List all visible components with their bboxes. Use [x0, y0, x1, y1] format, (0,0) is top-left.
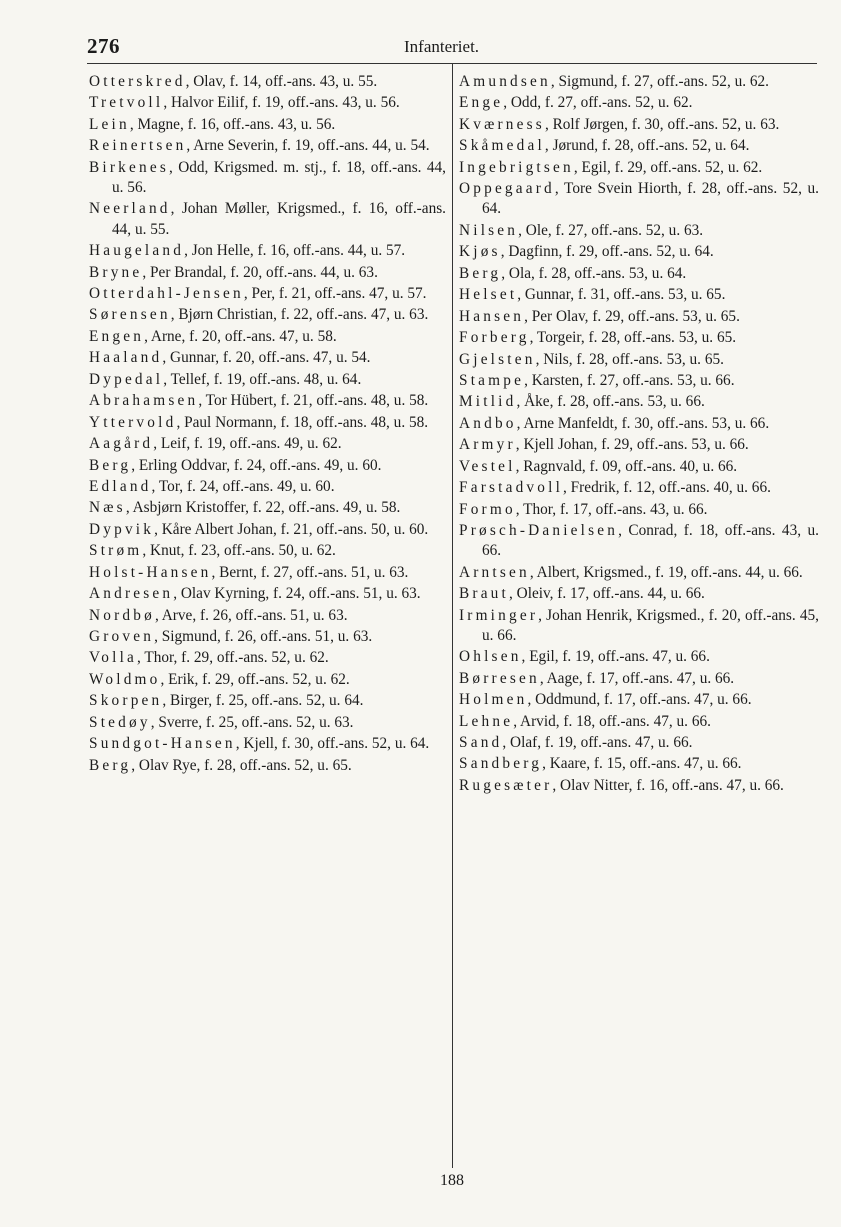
entry-surname: Andresen [89, 585, 174, 603]
entry-surname: Volla [89, 649, 138, 667]
register-entry [459, 158, 819, 178]
entry-surname: Abrahamsen [89, 392, 199, 410]
register-entry [459, 414, 819, 434]
entry-surname: Braut [459, 585, 509, 603]
left-column [89, 72, 446, 777]
entry-details: , Halvor Eilif, f. 19, off.-ans. 43, u. 56. [163, 94, 400, 112]
register-entry [459, 712, 819, 732]
entry-surname: Lein [89, 115, 130, 133]
register-entry [459, 179, 819, 220]
entry-surname: Strøm [89, 542, 143, 560]
entry-surname: Reinertsen [89, 137, 187, 155]
register-entry [459, 669, 819, 689]
entry-details: , Kjell Johan, f. 29, off.-ans. 53, u. 66. [515, 436, 749, 454]
entry-surname: Edland [89, 477, 152, 495]
column-divider [452, 64, 453, 1168]
register-entry [459, 435, 819, 455]
entry-surname: Kjøs [459, 243, 501, 261]
entry-surname: Forberg [459, 329, 530, 347]
register-entry [89, 136, 446, 156]
entry-details: , Birger, f. 25, off.-ans. 52, u. 64. [162, 692, 364, 710]
entry-surname: Nilsen [459, 221, 519, 239]
register-entry [459, 371, 819, 391]
entry-surname: Sundgot-Hansen [89, 735, 236, 753]
entry-surname: Armyr [459, 436, 516, 454]
register-entry [459, 328, 819, 348]
register-entry [459, 521, 819, 562]
register-entry [89, 563, 446, 583]
register-entry [89, 72, 446, 92]
entry-details: , Kåre Albert Johan, f. 21, off.-ans. 50, u. 60. [154, 520, 429, 538]
register-entry [459, 93, 819, 113]
register-entry [459, 563, 819, 583]
entry-surname: Mitlid [459, 393, 517, 411]
entry-details: , Olav, f. 14, off.-ans. 43, u. 55. [185, 73, 378, 90]
entry-details: , Magne, f. 16, off.-ans. 43, u. 56. [129, 115, 336, 133]
register-entry [459, 350, 819, 370]
register-entry [459, 606, 819, 647]
entry-details: , Dagfinn, f. 29, off.-ans. 52, u. 64. [500, 243, 714, 261]
register-entry [89, 391, 446, 411]
register-entry [89, 241, 446, 261]
entry-surname: Skorpen [89, 692, 163, 710]
register-entry [89, 713, 446, 733]
entry-details: , Leif, f. 19, off.-ans. 49, u. 62. [153, 435, 342, 453]
entry-details: , Olav Nitter, f. 16, off.-ans. 47, u. 66. [552, 776, 784, 794]
entry-details: , Johan Møller, Krigsmed., f. 16, off.-ans. 44, u. 55. [112, 200, 446, 238]
register-entry [459, 115, 819, 135]
entry-surname: Berg [89, 756, 132, 774]
register-entry [89, 584, 446, 604]
entry-surname: Haugeland [89, 242, 185, 260]
register-entry [89, 348, 446, 368]
entry-surname: Dypvik [89, 520, 155, 538]
entry-details: , Egil, f. 29, off.-ans. 52, u. 62. [573, 158, 763, 176]
entry-details: , Bjørn Christian, f. 22, off.-ans. 47, u. 63. [170, 306, 429, 324]
register-entry [89, 434, 446, 454]
entry-details: , Odd, f. 27, off.-ans. 52, u. 62. [503, 94, 693, 112]
register-entry [89, 327, 446, 347]
entry-details: , Arne Manfeldt, f. 30, off.-ans. 53, u. 66. [516, 414, 770, 432]
entry-surname: Sandberg [459, 755, 543, 773]
register-entry [459, 72, 819, 92]
entry-surname: Stedøy [89, 713, 151, 731]
register-entry [459, 307, 819, 327]
entry-details: , Per Olav, f. 29, off.-ans. 53, u. 65. [524, 307, 740, 325]
entry-surname: Bryne [89, 263, 143, 281]
register-entry [459, 242, 819, 262]
register-entry [459, 285, 819, 305]
entry-details: , Arne Severin, f. 19, off.-ans. 44, u. 54. [186, 137, 430, 155]
entry-surname: Stampe [459, 371, 525, 389]
entry-details: , Arve, f. 26, off.-ans. 51, u. 63. [154, 606, 348, 624]
entry-details: , Nils, f. 28, off.-ans. 53, u. 65. [535, 350, 724, 368]
entry-details: , Ole, f. 27, off.-ans. 52, u. 63. [518, 221, 704, 239]
register-entry [459, 500, 819, 520]
entry-surname: Ingebrigtsen [459, 158, 574, 176]
register-entry [89, 477, 446, 497]
register-entry [89, 691, 446, 711]
entry-details: , Erling Oddvar, f. 24, off.-ans. 49, u. 60. [131, 456, 382, 474]
entry-details: , Sigmund, f. 26, off.-ans. 51, u. 63. [154, 628, 373, 645]
entry-surname: Otterskred [89, 73, 186, 90]
footer-folio: 188 [440, 1172, 464, 1189]
entry-details: , Gunnar, f. 20, off.-ans. 47, u. 54. [162, 349, 371, 367]
register-entry [89, 284, 446, 304]
entry-details: , Paul Normann, f. 18, off.-ans. 48, u. 58. [176, 413, 429, 431]
entry-surname: Helset [459, 286, 518, 304]
register-entry [89, 670, 446, 690]
register-entry [89, 606, 446, 626]
entry-surname: Holst-Hansen [89, 563, 212, 581]
register-entry [89, 541, 446, 561]
register-entry [89, 456, 446, 476]
entry-details: , Sverre, f. 25, off.-ans. 52, u. 63. [150, 713, 354, 731]
entry-surname: Tretvoll [89, 94, 164, 112]
entry-surname: Yttervold [89, 413, 177, 431]
right-column [459, 72, 819, 797]
entry-surname: Gjelsten [459, 350, 536, 368]
entry-surname: Groven [89, 628, 155, 645]
entry-details: , Jon Helle, f. 16, off.-ans. 44, u. 57. [184, 242, 406, 260]
entry-surname: Berg [89, 456, 132, 474]
entry-details: , Per Brandal, f. 20, off.-ans. 44, u. 63. [142, 263, 378, 281]
entry-surname: Ohlsen [459, 648, 522, 666]
register-entry [89, 263, 446, 283]
entry-details: , Åke, f. 28, off.-ans. 53, u. 66. [516, 393, 705, 411]
entry-surname: Berg [459, 264, 502, 282]
entry-surname: Skåmedal [459, 137, 545, 155]
entry-surname: Sand [459, 734, 503, 751]
entry-surname: Haaland [89, 349, 163, 367]
entry-surname: Holmen [459, 691, 528, 709]
entry-details: , Tore Svein Hiorth, f. 28, off.-ans. 52, u. 64. [482, 180, 819, 218]
entry-surname: Dypedal [89, 370, 164, 388]
register-entry [89, 115, 446, 135]
entry-details: , Karsten, f. 27, off.-ans. 53, u. 66. [524, 371, 735, 389]
entry-surname: Amundsen [459, 73, 551, 90]
entry-details: , Thor, f. 29, off.-ans. 52, u. 62. [137, 649, 329, 667]
register-entry [89, 734, 446, 754]
entry-surname: Børresen [459, 669, 540, 687]
entry-details: , Egil, f. 19, off.-ans. 47, u. 66. [521, 648, 710, 666]
register-entry [459, 647, 819, 667]
entry-details: , Odd, Krigsmed. m. stj., f. 18, off.-ans. 44, u. 56. [112, 158, 446, 196]
entry-details: , Aage, f. 17, off.-ans. 47, u. 66. [539, 669, 735, 687]
entry-details: , Olav Rye, f. 28, off.-ans. 52, u. 65. [131, 756, 352, 774]
entry-details: , Asbjørn Kristoffer, f. 22, off.-ans. 49, u. 58. [125, 499, 401, 517]
register-entry [89, 498, 446, 518]
entry-details: , Ragnvald, f. 09, off.-ans. 40, u. 66. [515, 457, 738, 475]
running-title: Infanteriet. [404, 37, 480, 56]
entry-details: , Erik, f. 29, off.-ans. 52, u. 62. [160, 670, 350, 688]
entry-surname: Enge [459, 94, 504, 112]
entry-details: , Kaare, f. 15, off.-ans. 47, u. 66. [542, 755, 742, 773]
entry-surname: Neerland [89, 200, 171, 218]
register-entry [459, 478, 819, 498]
register-entry [89, 158, 446, 199]
entry-surname: Andbo [459, 414, 517, 432]
register-entry [89, 370, 446, 390]
entry-details: , Rolf Jørgen, f. 30, off.-ans. 52, u. 63. [544, 115, 780, 133]
entry-details: , Kjell, f. 30, off.-ans. 52, u. 64. [235, 735, 430, 753]
entry-details: , Tellef, f. 19, off.-ans. 48, u. 64. [163, 370, 362, 388]
entry-surname: Birkenes [89, 158, 169, 176]
entry-details: , Bernt, f. 27, off.-ans. 51, u. 63. [211, 563, 409, 581]
entry-details: , Sigmund, f. 27, off.-ans. 52, u. 62. [550, 73, 770, 90]
entry-details: , Oddmund, f. 17, off.-ans. 47, u. 66. [527, 691, 752, 709]
entry-surname: Farstadvoll [459, 479, 564, 497]
register-entry [89, 756, 446, 776]
entry-surname: Nordbø [89, 606, 155, 624]
entry-surname: Hansen [459, 307, 525, 325]
register-entry [459, 754, 819, 774]
register-entry [89, 305, 446, 325]
entry-details: , Conrad, f. 18, off.-ans. 43, u. 66. [482, 522, 819, 560]
entry-surname: Lehne [459, 712, 514, 730]
register-entry [459, 136, 819, 156]
register-entry [459, 457, 819, 477]
entry-details: , Tor, f. 24, off.-ans. 49, u. 60. [151, 477, 335, 495]
entry-details: , Albert, Krigsmed., f. 19, off.-ans. 44, u. 66. [529, 563, 803, 581]
register-entry [89, 648, 446, 668]
entry-details: , Oleiv, f. 17, off.-ans. 44, u. 66. [509, 585, 705, 603]
register-entry [459, 392, 819, 412]
entry-surname: Oppegaard [459, 180, 555, 198]
entry-details: , Arvid, f. 18, off.-ans. 47, u. 66. [513, 712, 711, 730]
entry-surname: Rugesæter [459, 776, 553, 794]
register-entry [459, 584, 819, 604]
entry-details: , Gunnar, f. 31, off.-ans. 53, u. 65. [517, 286, 726, 304]
entry-details: , Johan Henrik, Krigsmed., f. 20, off.-ans. 45, u. 66. [482, 606, 819, 644]
entry-details: , Torgeir, f. 28, off.-ans. 53, u. 65. [529, 329, 737, 347]
register-entry [89, 520, 446, 540]
entry-surname: Prøsch-Danielsen [459, 522, 619, 539]
entry-surname: Kværness [459, 115, 545, 133]
register-entry [459, 264, 819, 284]
register-entry [459, 690, 819, 710]
entry-surname: Vestel [459, 457, 516, 475]
entry-details: , Knut, f. 23, off.-ans. 50, u. 62. [142, 542, 336, 560]
entry-details: , Arne, f. 20, off.-ans. 47, u. 58. [144, 327, 337, 345]
entry-details: , Jørund, f. 28, off.-ans. 52, u. 64. [544, 137, 750, 155]
register-entry [89, 199, 446, 240]
entry-details: , Thor, f. 17, off.-ans. 43, u. 66. [515, 500, 708, 518]
register-entry [89, 627, 446, 647]
register-entry [89, 93, 446, 113]
entry-details: , Per, f. 21, off.-ans. 47, u. 57. [243, 285, 427, 302]
entry-surname: Næs [89, 499, 126, 517]
register-entry [459, 733, 819, 753]
entry-details: , Olaf, f. 19, off.-ans. 47, u. 66. [502, 734, 693, 751]
entry-details: , Tor Hübert, f. 21, off.-ans. 48, u. 58. [198, 392, 429, 410]
entry-surname: Arntsen [459, 563, 530, 581]
entry-surname: Engen [89, 327, 145, 345]
entry-surname: Sørensen [89, 306, 171, 324]
register-entry [459, 221, 819, 241]
entry-surname: Formo [459, 500, 516, 518]
entry-surname: Woldmo [89, 670, 161, 688]
entry-surname: Otterdahl-Jensen [89, 285, 244, 302]
register-entry [89, 413, 446, 433]
entry-surname: Aagård [89, 435, 154, 453]
entry-details: , Ola, f. 28, off.-ans. 53, u. 64. [501, 264, 687, 282]
entry-surname: Irminger [459, 606, 539, 624]
entry-details: , Olav Kyrning, f. 24, off.-ans. 51, u. 63. [173, 585, 421, 603]
page-number: 276 [87, 34, 120, 58]
register-entry [459, 776, 819, 796]
entry-details: , Fredrik, f. 12, off.-ans. 40, u. 66. [563, 479, 771, 497]
